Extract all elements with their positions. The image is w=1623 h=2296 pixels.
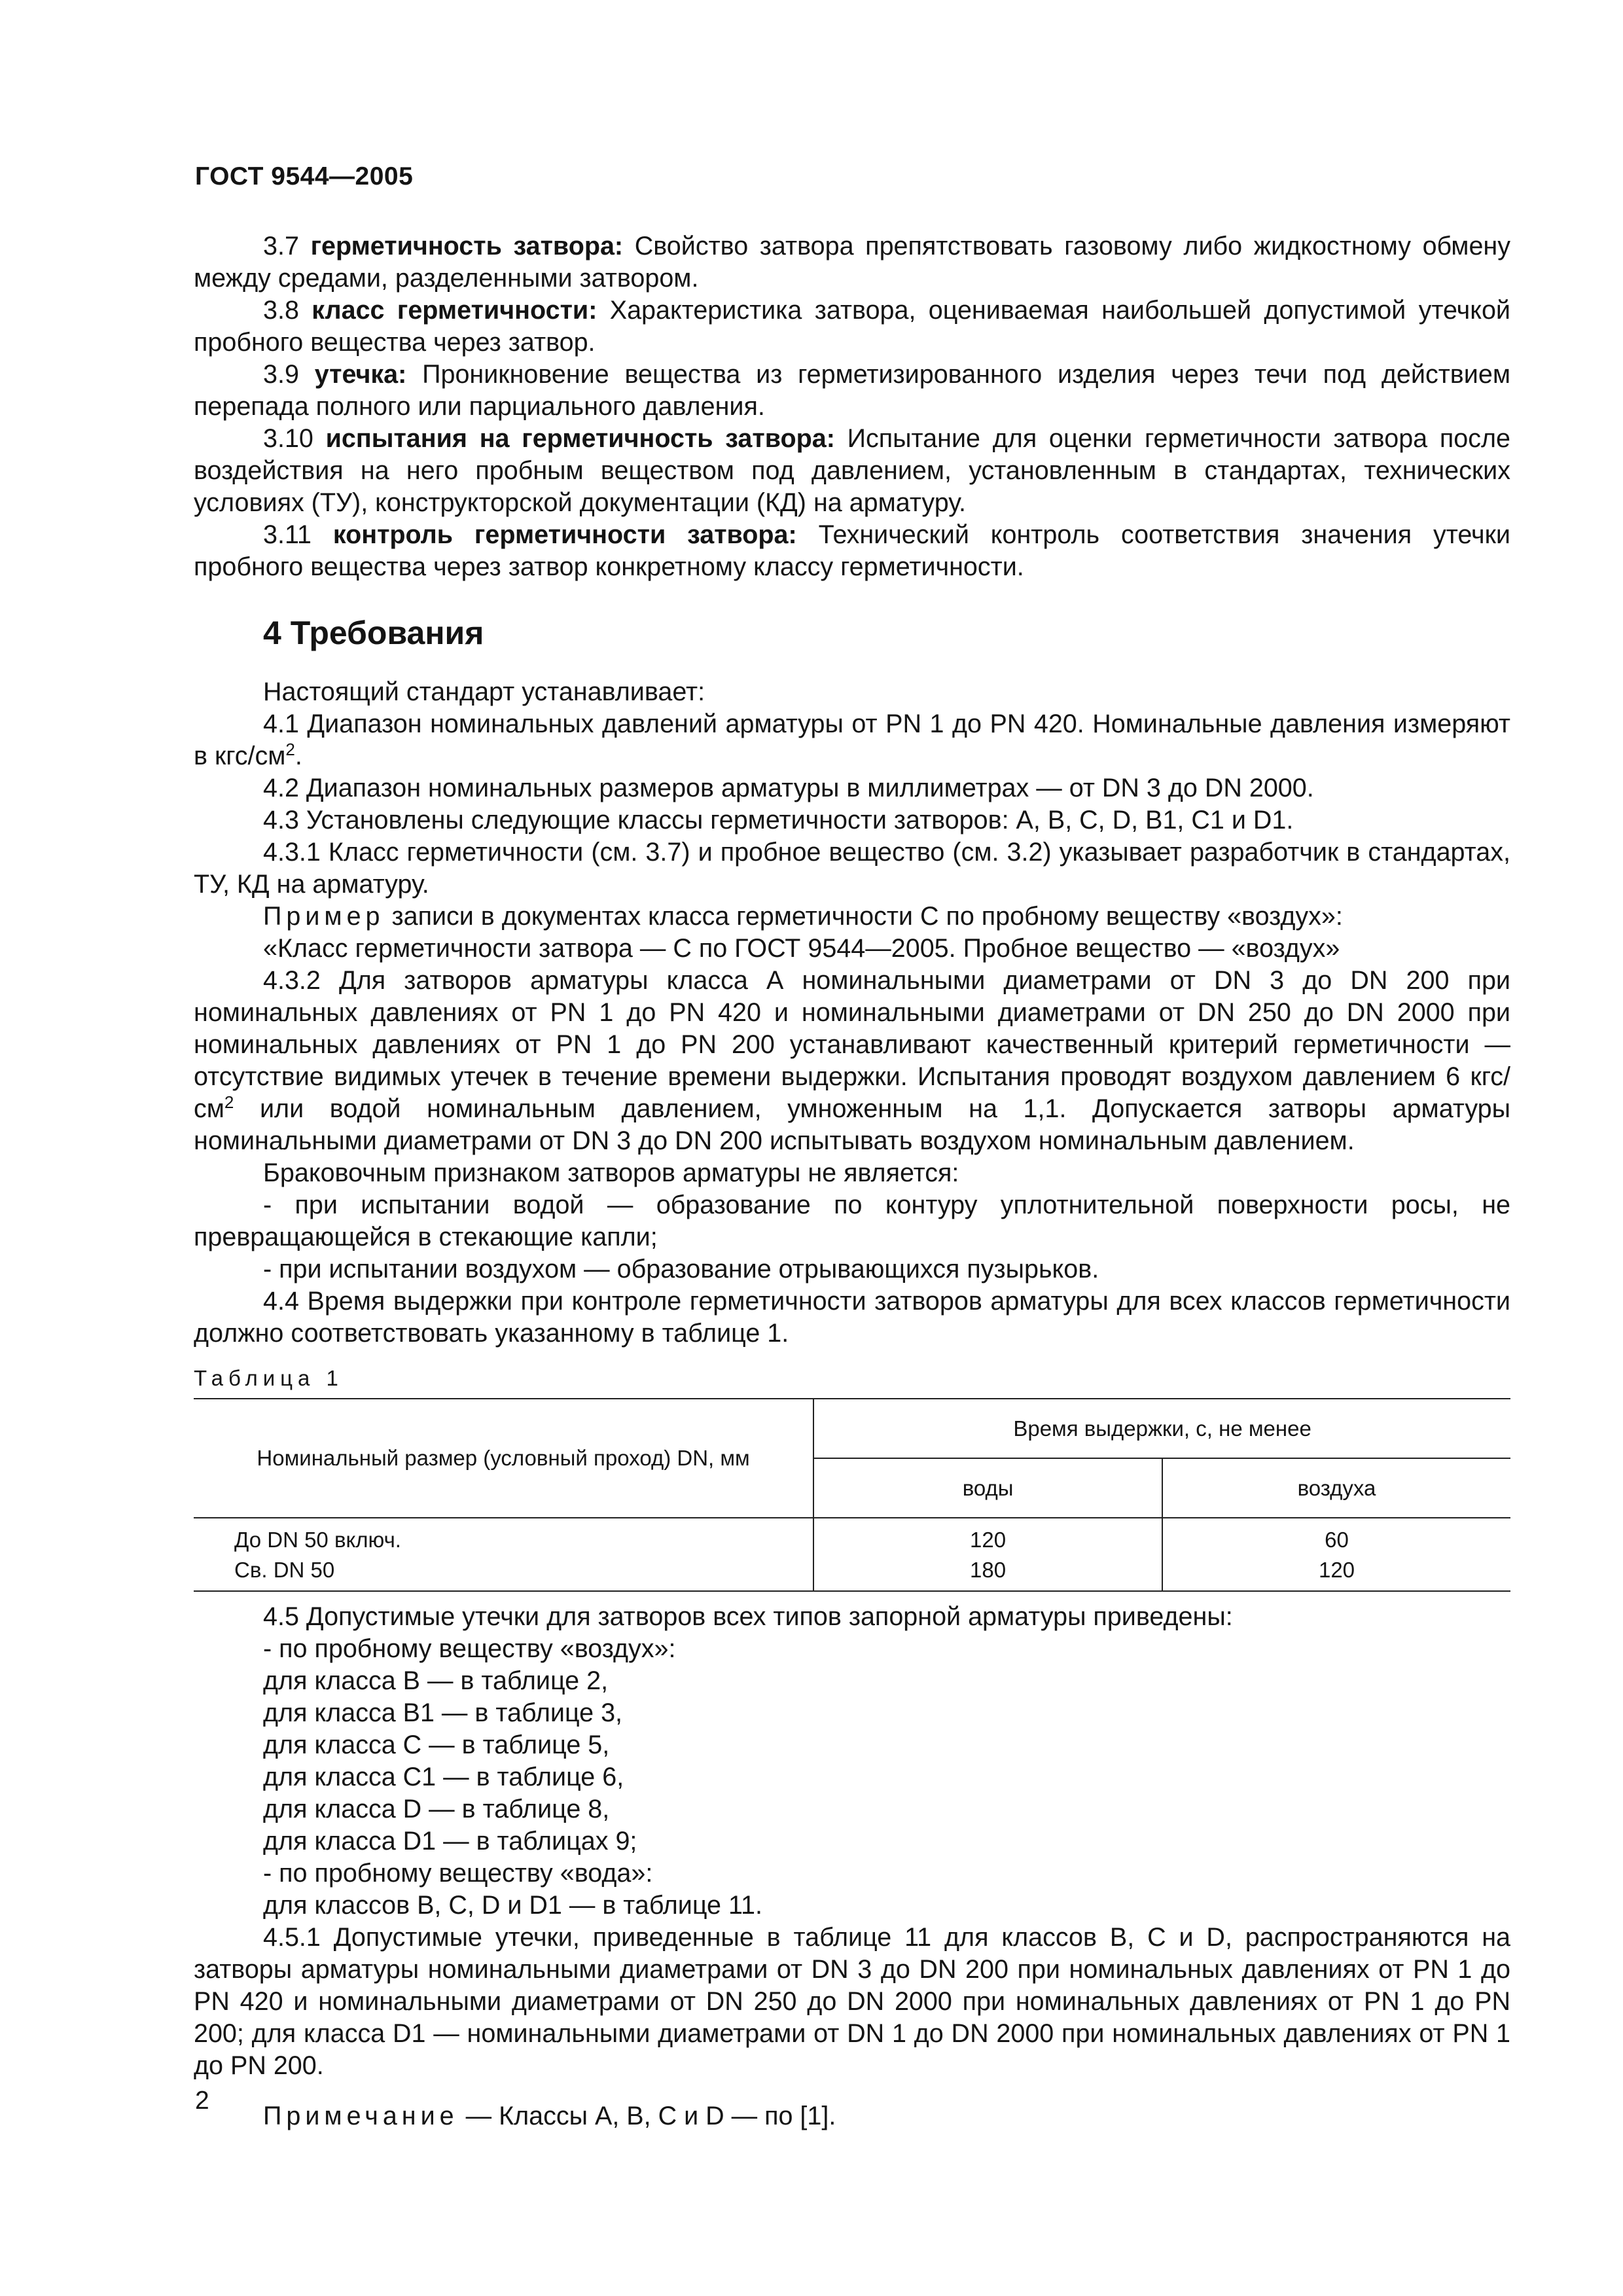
- column-header-dn: Номинальный размер (условный проход) DN, мм: [194, 1399, 813, 1518]
- term-definition: Проникновение вещества из герметизированного изделия через течи под действием перепада полного или парциального давления.: [194, 360, 1510, 421]
- term-title: контроль герметичности затвора:: [332, 520, 797, 549]
- example: [194, 901, 1510, 933]
- example-label: Пример: [263, 902, 385, 931]
- clause-text: 4.3.2 Для затворов арматуры класса А номинальными диаметрами от DN 3 до DN 200 при номинальных давлениях от PN 1 до PN 420 и номинальными диаметрами от DN 250 до DN 2000 при номинальных давлениях от PN 1 до PN 200 устанавливают качественный критерий герметичности — отсутствие видимых утечек в течение времени выдержки. Испытания проводят воздухом давлением 6 кгс/см: [194, 966, 1510, 1123]
- term-number: 3.8: [263, 296, 299, 325]
- cell-water: 180: [813, 1555, 1162, 1591]
- cell-air: 120: [1162, 1555, 1510, 1591]
- example-text: записи в документах класса герметичности С по пробному веществу «воздух»:: [384, 902, 1343, 931]
- note: [194, 2100, 1510, 2132]
- term-title: класс герметичности:: [312, 296, 597, 325]
- clause-4-5: 4.5 Допустимые утечки для затворов всех типов запорной арматуры приведены:: [263, 1602, 1233, 1631]
- clause-4-1: [194, 708, 1510, 772]
- list-item: для классов В, С, D и D1 — в таблице 11.: [263, 1891, 762, 1920]
- term-definition: Свойство затвора препятствовать газовому либо жидкостному обмену между средами, разделенными затвором.: [194, 232, 1510, 293]
- list-item: для класса В1 — в таблице 3,: [263, 1698, 623, 1727]
- page-content: [194, 230, 1510, 2132]
- list-item: для класса D1 — в таблицах 9;: [263, 1827, 637, 1856]
- term-number: 3.11: [263, 520, 312, 549]
- term-title: герметичность затвора:: [310, 232, 624, 260]
- holding-time-table: [194, 1398, 1510, 1592]
- term-3-9: [194, 359, 1510, 423]
- superscript: 2: [285, 739, 295, 759]
- document-header: ГОСТ 9544—2005: [195, 162, 414, 190]
- example-quote: «Класс герметичности затвора — С по ГОСТ 9544—2005. Пробное вещество — «воздух»: [263, 934, 1340, 963]
- reject-item-air: - при испытании воздухом — образование отрывающихся пузырьков.: [263, 1255, 1099, 1283]
- term-number: 3.9: [263, 360, 299, 389]
- list-item: для класса D — в таблице 8,: [263, 1795, 610, 1823]
- cell-water: 120: [813, 1518, 1162, 1555]
- list-item: для класса В — в таблице 2,: [263, 1666, 609, 1695]
- clause-4-4: 4.4 Время выдержки при контроле герметичности затворов арматуры для всех классов герметичности должно соответствовать указанному в таблице 1.: [194, 1287, 1510, 1348]
- table-row: [194, 1518, 1510, 1555]
- note-text: — Классы А, В, С и D — по [1].: [458, 2102, 836, 2130]
- section-intro: Настоящий стандарт устанавливает:: [263, 677, 705, 706]
- clause-4-2: 4.2 Диапазон номинальных размеров арматуры в миллиметрах — от DN 3 до DN 2000.: [263, 774, 1314, 802]
- column-header-time: Время выдержки, с, не менее: [813, 1399, 1510, 1458]
- list-item: для класса С1 — в таблице 6,: [263, 1763, 624, 1791]
- list-item: для класса С — в таблице 5,: [263, 1731, 610, 1759]
- page-number: 2: [195, 2087, 209, 2115]
- term-title: утечка:: [314, 360, 407, 389]
- term-number: 3.10: [263, 424, 313, 453]
- clause-text: 4.1 Диапазон номинальных давлений арматуры от PN 1 до PN 420. Номинальные давления измеряют в кгс/см: [194, 709, 1510, 770]
- term-3-11: [194, 519, 1510, 583]
- clause-4-5-1: 4.5.1 Допустимые утечки, приведенные в таблице 11 для классов В, С и D, распространяются на затворы арматуры номинальными диаметрами от DN 3 до DN 200 при номинальных давлениях от PN 1 до PN 420 и номинальными диаметрами от DN 250 до DN 2000 при номинальных давлениях от PN 1 до PN 200; для класса D1 — номинальными диаметрами от DN 1 до DN 2000 при номинальных давлениях от PN 1 до PN 200.: [194, 1923, 1510, 2080]
- superscript: 2: [224, 1092, 234, 1112]
- term-3-8: [194, 295, 1510, 359]
- clause-4-3: 4.3 Установлены следующие классы герметичности затворов: А, В, С, D, В1, С1 и D1.: [263, 806, 1294, 834]
- water-substance-header: - по пробному веществу «вода»:: [263, 1859, 653, 1888]
- clause-4-3-1: 4.3.1 Класс герметичности (см. 3.7) и пробное вещество (см. 3.2) указывает разработчик в стандартах, ТУ, КД на арматуру.: [194, 838, 1510, 899]
- term-definition: Испытание для оценки герметичности затвора после воздействия на него пробным веществом под давлением, установленным в стандартах, технических условиях (ТУ), конструкторской документации (КД) на арматуру.: [194, 424, 1510, 517]
- clause-text-end: .: [294, 742, 302, 770]
- section-heading-requirements: 4 Требования: [263, 615, 484, 651]
- column-header-air: воздуха: [1162, 1458, 1510, 1518]
- table-row: [194, 1555, 1510, 1591]
- term-number: 3.7: [263, 232, 299, 260]
- reject-item-water: - при испытании водой — образование по контуру уплотнительной поверхности росы, не превращающейся в стекающие капли;: [194, 1191, 1510, 1251]
- table-caption: Таблица 1: [194, 1366, 344, 1390]
- air-substance-header: - по пробному веществу «воздух»:: [263, 1634, 676, 1663]
- clause-4-3-2: [194, 965, 1510, 1157]
- column-header-water: воды: [813, 1458, 1162, 1518]
- cell-dn: До DN 50 включ.: [234, 1528, 401, 1552]
- term-definition: Технический контроль соответствия значения утечки пробного вещества через затвор конкретному классу герметичности.: [194, 520, 1510, 581]
- term-3-10: [194, 423, 1510, 519]
- term-title: испытания на герметичность затвора:: [325, 424, 835, 453]
- term-3-7: [194, 230, 1510, 295]
- note-label: Примечание: [263, 2102, 459, 2130]
- cell-dn: Св. DN 50: [194, 1555, 813, 1591]
- cell-air: 60: [1162, 1518, 1510, 1555]
- term-definition: Характеристика затвора, оцениваемая наибольшей допустимой утечкой пробного вещества через затвор.: [194, 296, 1510, 357]
- clause-text-end: или водой номинальным давлением, умноженным на 1,1. Допускается затворы арматуры номинальными диаметрами от DN 3 до DN 200 испытывать воздухом номинальным давлением.: [194, 1094, 1510, 1155]
- reject-intro: Браковочным признаком затворов арматуры не является:: [263, 1158, 959, 1187]
